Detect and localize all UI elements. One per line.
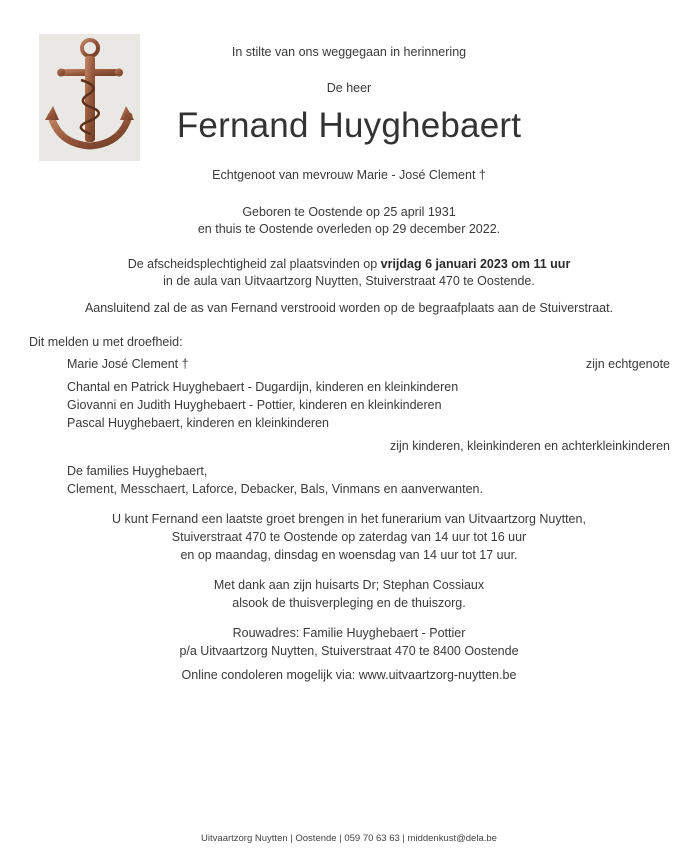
deceased-name: Fernand Huyghebaert bbox=[176, 106, 522, 145]
condolence-link[interactable]: Online condoleren mogelijk via: www.uitvaartzorg-nuytten.be bbox=[181, 668, 517, 682]
mourner-children-role: zijn kinderen, kleinkinderen en achterkleinkinderen bbox=[389, 439, 670, 453]
ceremony-date: vrijdag 6 januari 2023 om 11 uur bbox=[380, 257, 571, 271]
mourners-heading: Dit melden u met droefheid: bbox=[29, 335, 183, 349]
ceremony-text: De afscheidsplechtigheid zal plaatsvinden op bbox=[127, 257, 381, 271]
address-line: Rouwadres: Familie Huyghebaert - Pottier bbox=[232, 626, 466, 640]
mourner-families: De families Huyghebaert, bbox=[67, 464, 208, 478]
visit-line: Stuiverstraat 470 te Oostende op zaterdag van 14 uur tot 16 uur bbox=[171, 530, 527, 544]
mourner-child: Pascal Huyghebaert, kinderen en kleinkinderen bbox=[67, 416, 329, 430]
mourner-child: Giovanni en Judith Huyghebaert - Pottier, kinderen en kleinkinderen bbox=[67, 398, 442, 412]
thanks-line: Met dank aan zijn huisarts Dr; Stephan Cossiaux bbox=[213, 578, 485, 592]
footer: Uitvaartzorg Nuytten | Oostende | 059 70 63 63 | middenkust@dela.be bbox=[201, 833, 497, 844]
intro-text: In stilte van ons weggegaan in herinnering bbox=[231, 45, 467, 59]
ceremony-location: in de aula van Uitvaartzorg Nuytten, Stuiverstraat 470 te Oostende. bbox=[163, 274, 535, 288]
address-line: p/a Uitvaartzorg Nuytten, Stuiverstraat 470 te 8400 Oostende bbox=[179, 644, 519, 658]
mourner-child: Chantal en Patrick Huyghebaert - Dugardijn, kinderen en kleinkinderen bbox=[67, 380, 459, 394]
ashes-text: Aansluitend zal de as van Fernand verstrooid worden op de begraafplaats aan de Stuiverstraat. bbox=[84, 301, 614, 315]
mourner-spouse-role: zijn echtgenote bbox=[585, 357, 670, 371]
mourner-families: Clement, Messchaert, Laforce, Debacker, Bals, Vinmans en aanverwanten. bbox=[67, 482, 483, 496]
ceremony-line bbox=[0, 255, 698, 273]
birth-line: Geboren te Oostende op 25 april 1931 bbox=[242, 205, 456, 219]
thanks-line: alsook de thuisverpleging en de thuiszorg. bbox=[232, 596, 466, 610]
death-line: en thuis te Oostende overleden op 29 december 2022. bbox=[197, 222, 501, 236]
visit-line: U kunt Fernand een laatste groet brengen in het funerarium van Uitvaartzorg Nuytten, bbox=[112, 512, 586, 526]
salutation: De heer bbox=[326, 81, 372, 95]
visit-line: en op maandag, dinsdag en woensdag van 14 uur tot 17 uur. bbox=[180, 548, 518, 562]
mourner-spouse: Marie José Clement † bbox=[67, 357, 189, 371]
spouse-line: Echtgenoot van mevrouw Marie - José Clement † bbox=[212, 168, 486, 182]
